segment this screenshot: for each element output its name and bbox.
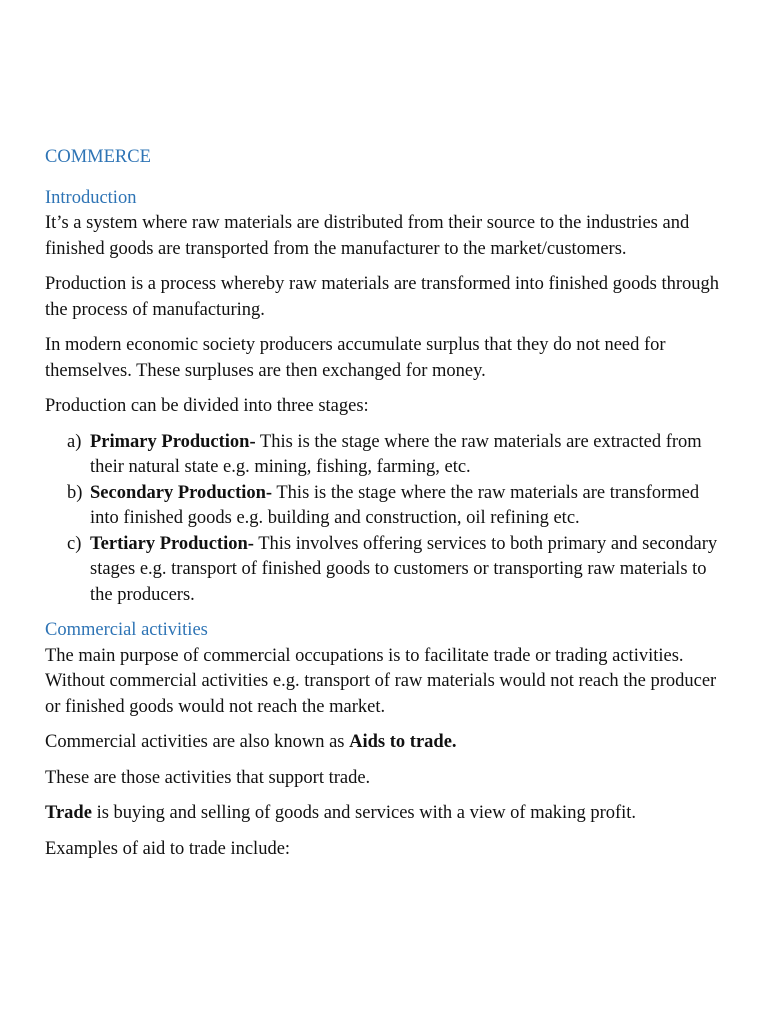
trade-definition: is buying and selling of goods and services with a view of making profit. [91, 803, 637, 823]
commercial-paragraph-3: These are those activities that support trade. [45, 767, 371, 788]
list-marker: a) [67, 431, 82, 452]
list-marker: c) [67, 533, 82, 554]
aids-to-trade-term: Aids to trade. [349, 732, 457, 752]
stage-description: This involves offering services to both primary and secondary stages e.g. transport of finished goods to customers or transporting raw materials to the producers. [90, 533, 718, 605]
stage-term: Primary Production- [90, 431, 256, 452]
intro-paragraph-3: In modern economic society producers accumulate surplus that they do not need for themselves. These surpluses are then exchanged for money. [45, 335, 666, 381]
stage-term: Tertiary Production- [90, 533, 254, 554]
trade-term: Trade [45, 803, 92, 823]
intro-paragraph-4: Production can be divided into three stages: [45, 396, 369, 416]
list-item [45, 481, 725, 532]
commercial-paragraph-2 [45, 730, 725, 756]
stage-term: Secondary Production- [90, 482, 273, 503]
document-title: COMMERCE [45, 147, 151, 167]
commercial-paragraph-4 [45, 801, 725, 827]
list-marker: b) [67, 482, 83, 503]
commercial-paragraph-1: The main purpose of commercial occupations is to facilitate trade or trading activities. Without commercial activities e.g. transport of raw materials would not reach the producer or finished goods would not reach the market. [45, 645, 717, 717]
aids-prefix-text: Commercial activities are also known as [45, 732, 350, 752]
stage-description: This is the stage where the raw materials are transformed into finished goods e.g. building and construction, oil refining etc. [90, 482, 700, 528]
document-page [45, 145, 725, 872]
list-item [45, 430, 725, 481]
stage-description: This is the stage where the raw materials are extracted from their natural state e.g. mining, fishing, farming, etc. [90, 431, 702, 477]
production-stages-list [45, 430, 725, 609]
intro-paragraph-2: Production is a process whereby raw materials are transformed into finished goods through the process of manufacturing. [45, 274, 720, 320]
section-heading-commercial-activities: Commercial activities [45, 620, 208, 640]
list-item [45, 532, 725, 609]
intro-paragraph-1: It’s a system where raw materials are distributed from their source to the industries and finished goods are transported from the manufacturer to the market/customers. [45, 213, 690, 259]
commercial-paragraph-5: Examples of aid to trade include: [45, 838, 291, 859]
section-heading-introduction: Introduction [45, 187, 137, 208]
